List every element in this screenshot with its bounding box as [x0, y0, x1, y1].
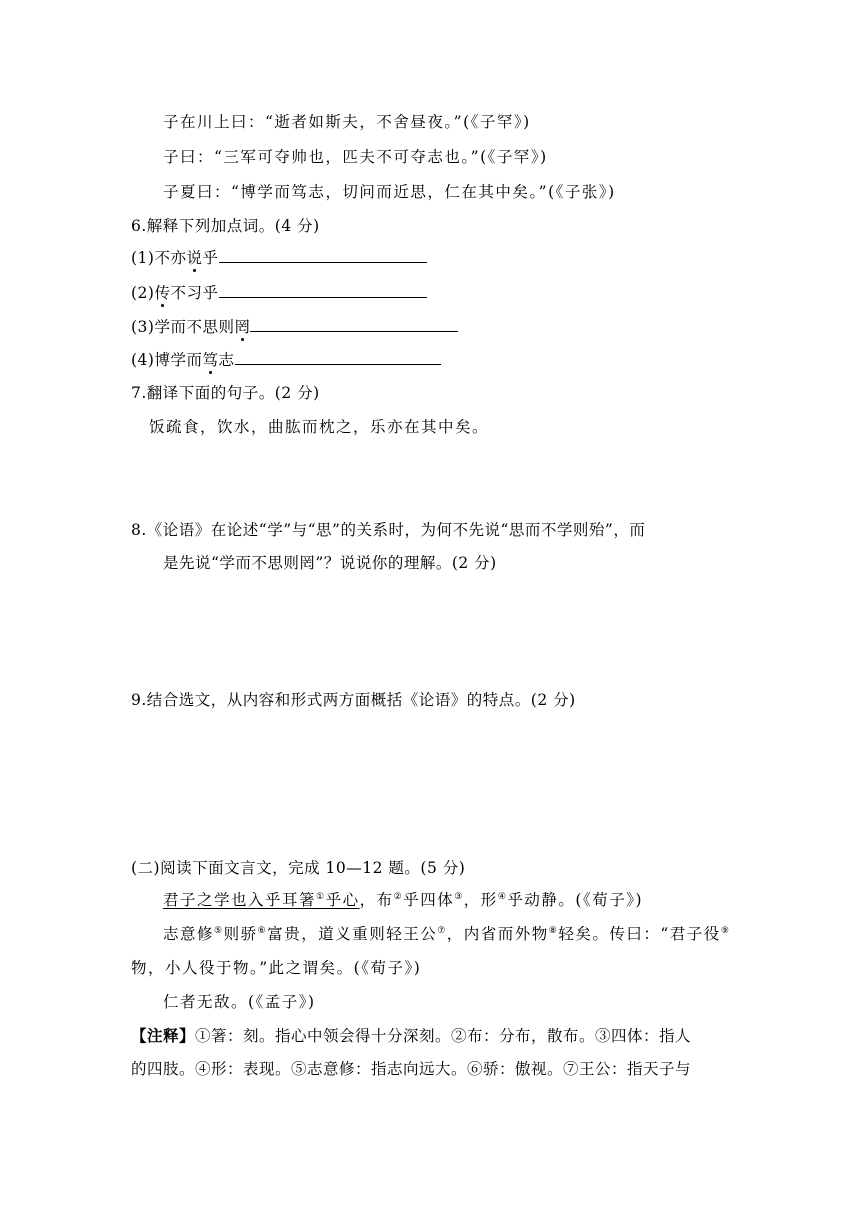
answer-blank[interactable]	[250, 316, 458, 332]
q8-line-2: 是先说“学而不思则罔”？说说你的理解。(2 分)	[163, 554, 497, 572]
q9-title: 9.结合选文，从内容和形式两方面概括《论语》的特点。(2 分)	[131, 691, 576, 709]
quote-2: 子曰：“三军可夺帅也，匹夫不可夺志也。”(《子罕》)	[163, 148, 548, 166]
notes-label: 【注释】	[131, 1026, 196, 1045]
quote-3: 子夏曰：“博学而笃志，切问而近思，仁在其中矣。”(《子张》)	[163, 183, 616, 201]
section2-passage-2: 志意修⑤则骄⑥富贵，道义重则轻王公⑦，内省而外物⑧轻矣。传曰：“君子役⑨	[163, 925, 731, 943]
q7-title: 7.翻译下面的句子。(2 分)	[131, 384, 320, 402]
answer-blank[interactable]	[235, 349, 441, 365]
notes-line-2: 的四肢。④形：表现。⑤志意修：指志向远大。⑥骄：傲视。⑦王公：指天子与	[131, 1060, 692, 1078]
q8-line-1: 8.《论语》在论述“学”与“思”的关系时，为何不先说“思而不学则殆”，而	[131, 521, 646, 539]
q6-item-1: (1)不亦说乎	[131, 246, 427, 268]
answer-blank[interactable]	[219, 247, 427, 263]
section2-passage-3: 仁者无敌。(《孟子》)	[163, 993, 316, 1011]
notes-line-1: 【注释】①箸：刻。指心中领会得十分深刻。②布：分布，散布。③四体：指人	[131, 1026, 692, 1045]
section2-passage-2-cont: 物，小人役于物。”此之谓矣。(《荀子》)	[131, 959, 422, 977]
section2-passage-1: 君子之学也入乎耳箸①乎心，布②乎四体③，形④乎动静。(《荀子》)	[163, 891, 643, 909]
q6-item-2: (2)传不习乎	[131, 281, 427, 303]
q6-item-3: (3)学而不思则罔	[131, 315, 458, 337]
q7-sentence: 饭疏食，饮水，曲肱而枕之，乐亦在其中矣。	[149, 418, 490, 436]
quote-1: 子在川上曰：“逝者如斯夫，不舍昼夜。”(《子罕》)	[163, 113, 531, 131]
q6-item-4: (4)博学而笃志	[131, 348, 441, 370]
q6-title: 6.解释下列加点词。(4 分)	[131, 217, 320, 235]
answer-blank[interactable]	[219, 282, 427, 298]
section2-title: (二)阅读下面文言文，完成 10—12 题。(5 分)	[131, 859, 466, 877]
